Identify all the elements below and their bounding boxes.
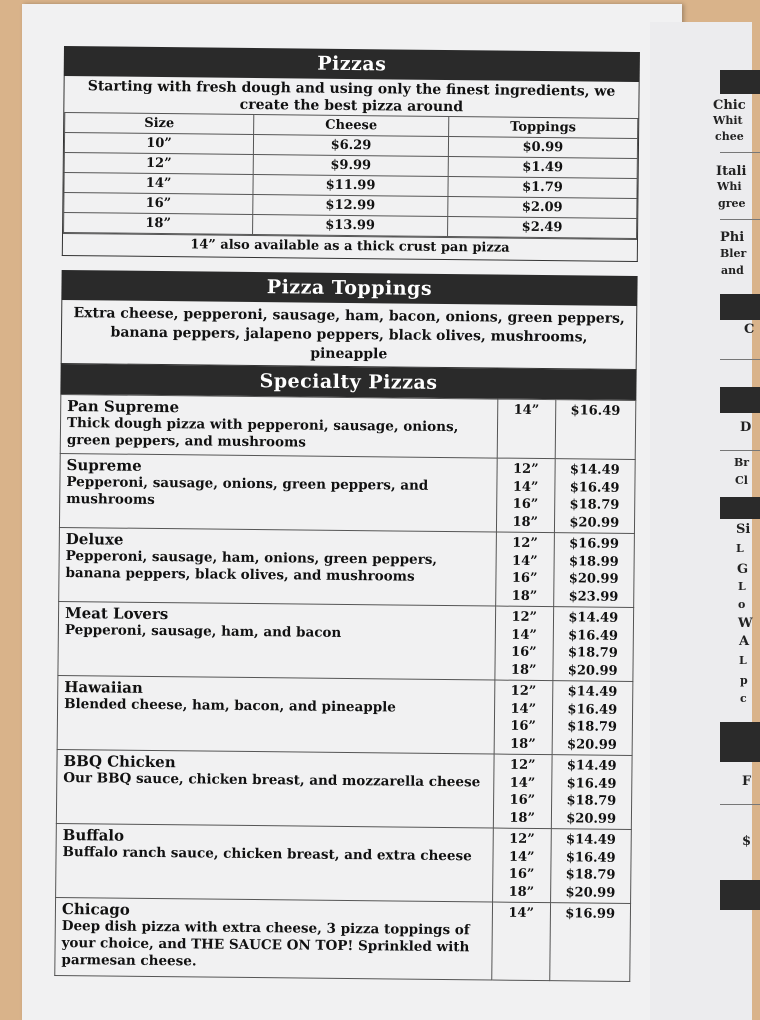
pizzas-header: Pizzas [64, 46, 640, 82]
specialty-price: $14.49 [567, 684, 618, 700]
specialty-row [55, 897, 631, 981]
side-divider [720, 450, 760, 451]
column-header: Toppings [448, 117, 637, 139]
side-fragment: Chic [713, 98, 746, 113]
specialty-sizes-cell [494, 680, 552, 755]
side-fragment: L [739, 654, 747, 667]
cheese-price: $9.99 [253, 154, 448, 176]
specialty-price: $16.49 [565, 849, 616, 866]
side-divider [720, 152, 760, 153]
side-fragment: Whit [713, 114, 743, 127]
specialty-price: $14.49 [569, 462, 620, 478]
specialty-description: Pepperoni, sausage, ham, onions, green peppers, banana peppers, black olives, and mushrooms [65, 548, 438, 585]
specialty-row [59, 453, 635, 533]
specialty-name: Supreme [66, 456, 142, 475]
specialty-table [54, 394, 636, 982]
specialty-row [57, 675, 633, 755]
side-fragment: A [739, 634, 750, 649]
specialty-price: $20.99 [566, 736, 617, 753]
specialty-description: Buffalo ranch sauce, chicken breast, and extra cheese [62, 844, 472, 865]
side-fragment: $ [742, 834, 752, 849]
size-cell: 12” [64, 153, 253, 175]
side-fragment: Br [734, 456, 750, 469]
specialty-price: $18.79 [569, 497, 620, 513]
specialty-description-cell [56, 749, 494, 828]
topping-price: $1.79 [448, 177, 637, 199]
side-divider [720, 219, 760, 220]
specialty-prices-cell [552, 607, 633, 682]
specialty-name: Pan Supreme [67, 397, 180, 417]
specialty-price: $16.99 [565, 906, 616, 922]
side-header-bar [720, 387, 760, 413]
specialty-description-cell [60, 394, 498, 458]
specialty-price: $18.79 [567, 719, 618, 735]
specialty-price: $20.99 [566, 810, 617, 827]
topping-price: $2.49 [447, 217, 636, 239]
side-fragment: G [737, 562, 749, 577]
side-header-bar [720, 294, 760, 320]
specialty-size: 18” [508, 884, 535, 900]
specialty-prices-cell [552, 681, 633, 756]
side-fragment: Phi [720, 230, 745, 245]
specialty-row [56, 749, 632, 829]
specialty-size: 18” [510, 736, 536, 752]
side-fragment: L [738, 580, 746, 593]
side-header-bar [720, 722, 760, 762]
side-divider [720, 359, 760, 360]
specialty-sizes-cell [493, 754, 551, 829]
column-header: Cheese [254, 114, 449, 136]
specialty-description: Deep dish pizza with extra cheese, 3 pizza toppings of your choice, and THE SAUCE ON TOP! Sprinkled with parmesan cheese. [61, 918, 470, 970]
specialty-sizes-cell [496, 532, 554, 607]
specialty-name: Buffalo [62, 826, 125, 845]
specialty-description: Pepperoni, sausage, ham, and bacon [64, 622, 342, 641]
specialty-prices-cell [555, 400, 636, 460]
specialty-size: 14” [510, 701, 537, 717]
specialty-size: 16” [509, 792, 536, 808]
specialty-description: Blended cheese, ham, bacon, and pineapple [64, 696, 396, 716]
specialty-size: 16” [511, 570, 538, 586]
specialty-price: $16.49 [566, 775, 617, 792]
specialty-size: 12” [509, 757, 536, 773]
side-fragment: o [738, 598, 746, 611]
specialty-price: $16.49 [570, 403, 621, 419]
specialty-size: 18” [511, 588, 538, 604]
specialty-name: Deluxe [65, 530, 124, 549]
specialty-size: 12” [512, 461, 539, 477]
specialty-price: $18.79 [565, 867, 616, 883]
side-header-bar [720, 70, 760, 94]
size-cell: 18” [64, 213, 253, 235]
specialty-price: $14.49 [568, 610, 619, 626]
specialty-description-cell [59, 453, 497, 532]
cheese-price: $13.99 [253, 214, 448, 236]
side-header-bar [720, 880, 760, 910]
specialty-sizes-cell [492, 902, 550, 981]
specialty-price: $18.79 [567, 645, 618, 661]
specialty-size: 16” [512, 496, 539, 512]
topping-price: $0.99 [448, 137, 637, 159]
specialty-name: Chicago [61, 900, 130, 919]
side-fragment: chee [715, 130, 744, 143]
specialty-size: 14” [513, 402, 540, 418]
specialty-price: $16.49 [569, 479, 620, 496]
side-fragment: W [738, 616, 753, 631]
specialty-size: 14” [508, 905, 535, 921]
specialty-row [60, 394, 636, 459]
specialty-size: 18” [510, 662, 537, 678]
column-header: Size [65, 113, 254, 135]
cheese-price: $6.29 [253, 134, 448, 156]
specialty-size: 14” [511, 627, 537, 643]
pizza-menu [54, 46, 640, 982]
specialty-name: Meat Lovers [64, 604, 169, 624]
specialty-size: 14” [509, 775, 536, 791]
side-fragment: gree [718, 197, 746, 210]
specialty-prices-cell [549, 903, 630, 982]
specialty-size: 14” [508, 849, 535, 865]
specialty-size: 18” [512, 514, 539, 530]
specialty-size: 16” [508, 866, 535, 882]
side-fragment: c [740, 692, 747, 705]
specialty-size: 12” [511, 609, 538, 625]
specialty-size: 16” [511, 644, 537, 660]
side-divider [720, 804, 760, 805]
specialty-price: $20.99 [567, 662, 618, 679]
specialty-prices-cell [551, 755, 632, 830]
specialty-price: $18.79 [566, 793, 617, 809]
specialty-description: Our BBQ sauce, chicken breast, and mozzarella cheese [63, 770, 481, 791]
specialty-sizes-cell [493, 828, 551, 903]
specialty-size: 12” [509, 831, 535, 847]
side-fragment: Itali [716, 164, 747, 179]
side-fragment: Cl [735, 474, 748, 487]
toppings-section [61, 300, 638, 370]
side-fragment: and [721, 264, 744, 277]
specialty-prices-cell [553, 533, 634, 608]
specialty-size: 12” [510, 683, 537, 699]
specialty-price: $16.49 [567, 701, 618, 718]
pan-pizza-note: 14” also available as a thick crust pan pizza [63, 233, 637, 261]
side-fragment: L [736, 542, 744, 555]
specialty-price: $14.49 [565, 832, 616, 848]
specialty-size: 16” [510, 718, 537, 734]
specialty-description: Pepperoni, sausage, onions, green peppers, and mushrooms [66, 474, 429, 508]
specialty-row [58, 601, 634, 681]
side-fragment: D [740, 420, 752, 435]
specialty-prices-cell [550, 829, 631, 904]
side-fragment: Si [736, 522, 751, 537]
specialty-size: 14” [512, 553, 538, 569]
toppings-list: Extra cheese, pepperoni, sausage, ham, bacon, onions, green peppers, banana peppers, jalapeno peppers, black olives, mushrooms, pineapple [73, 305, 625, 363]
specialty-name: BBQ Chicken [63, 752, 176, 772]
specialty-price: $20.99 [568, 571, 619, 587]
specialty-size: 18” [509, 810, 536, 826]
specialty-name: Hawaiian [64, 678, 143, 697]
adjacent-menu-page [650, 22, 755, 1020]
specialty-sizes-cell [497, 399, 555, 459]
side-header-bar [720, 497, 760, 519]
side-fragment: p [740, 674, 748, 687]
specialty-price: $16.99 [569, 536, 620, 552]
specialty-row [59, 527, 635, 607]
specialty-size: 14” [512, 479, 539, 495]
topping-price: $2.09 [448, 197, 637, 219]
side-fragment: C [744, 322, 755, 337]
specialty-description-cell [55, 897, 493, 980]
size-cell: 10” [64, 133, 253, 155]
specialty-description-cell [58, 601, 496, 680]
specialty-description-cell [59, 527, 497, 606]
cheese-price: $12.99 [253, 194, 448, 216]
side-fragment: F [742, 774, 752, 789]
specialty-description-cell [56, 823, 494, 902]
side-fragment: Whi [717, 180, 742, 193]
pizzas-intro: Starting with fresh dough and using only the finest ingredients, we create the best pizza around [87, 78, 616, 116]
toppings-header: Pizza Toppings [61, 270, 637, 306]
specialty-price: $16.49 [568, 627, 619, 644]
side-fragment: Bler [720, 247, 747, 260]
specialty-sizes-cell [495, 606, 553, 681]
specialty-size: 12” [512, 535, 538, 551]
specialty-prices-cell [554, 459, 635, 534]
specialty-price: $20.99 [565, 884, 616, 901]
specialty-price: $20.99 [569, 514, 620, 531]
specialty-price: $18.99 [568, 553, 619, 570]
specialty-price: $14.49 [566, 758, 617, 774]
cheese-price: $11.99 [253, 174, 448, 196]
topping-price: $1.49 [448, 157, 637, 179]
specialty-row [56, 823, 632, 903]
specialty-header: Specialty Pizzas [60, 364, 636, 400]
specialty-price: $23.99 [568, 588, 619, 605]
specialty-description-cell [57, 675, 495, 754]
size-cell: 14” [64, 173, 253, 195]
pizzas-section [62, 76, 640, 262]
pizza-price-table [63, 112, 638, 239]
specialty-description: Thick dough pizza with pepperoni, sausage, onions, green peppers, and mushrooms [66, 415, 459, 451]
specialty-sizes-cell [496, 458, 554, 533]
size-cell: 16” [64, 193, 253, 215]
